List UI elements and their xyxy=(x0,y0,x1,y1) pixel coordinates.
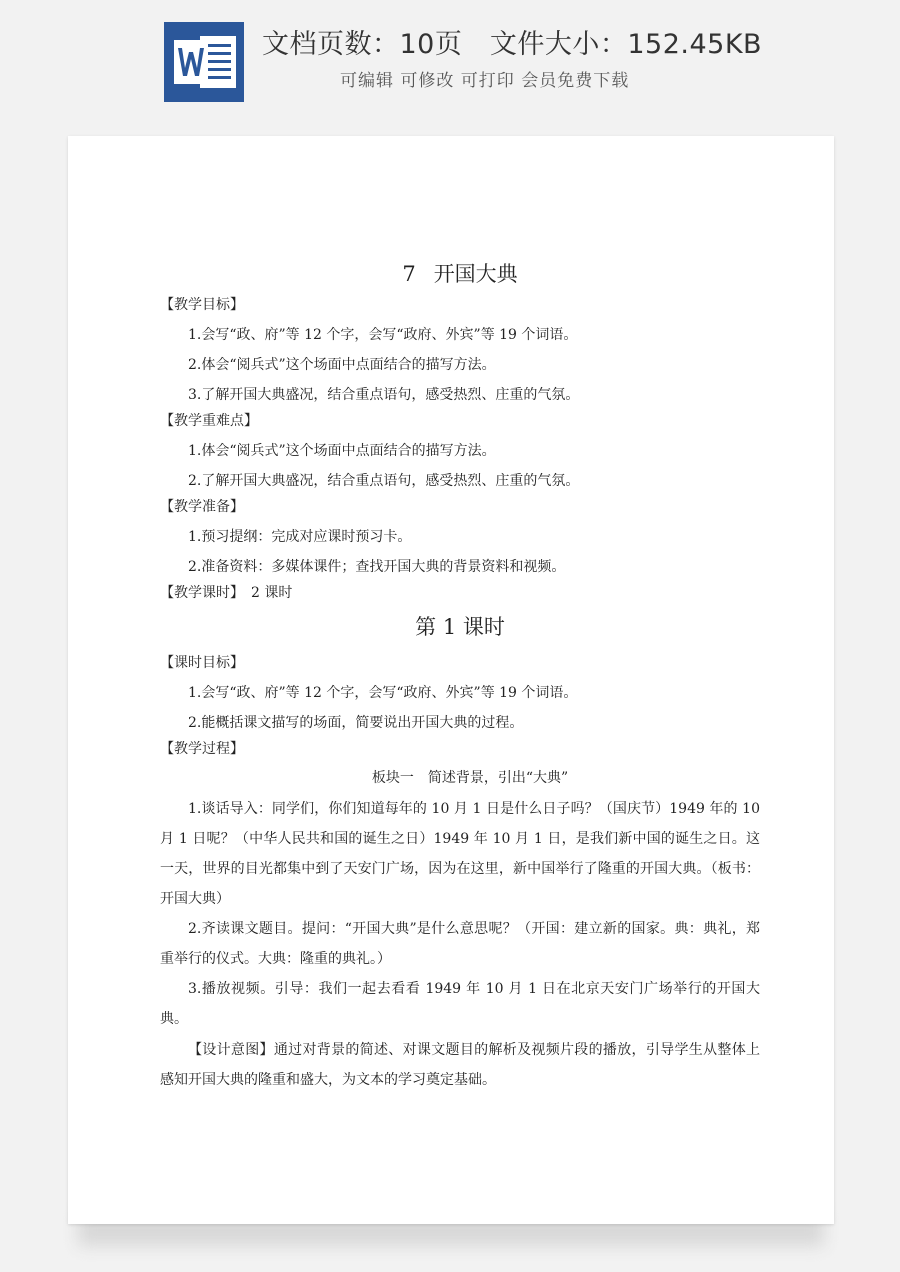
prep-item-2: 2.准备资料：多媒体课件；查找开国大典的背景资料和视频。 xyxy=(188,559,566,575)
goals-heading: 【教学目标】 xyxy=(160,297,244,313)
hours-heading: 【教学课时】 2 课时 xyxy=(160,585,293,601)
lesson1-title: 第 1 课时 xyxy=(415,615,505,639)
lesson-title xyxy=(160,256,760,292)
process-paragraph-2: 2.齐读课文题目。提问：“开国大典”是什么意思呢？（开国：建立新的国家。典：典礼，郑重举行的仪式。大典：隆重的典礼。） xyxy=(160,921,760,967)
goal-item-2: 2.体会“阅兵式”这个场面中点面结合的描写方法。 xyxy=(188,357,496,373)
lesson-number: 7 xyxy=(402,262,416,286)
keypoint-item-2: 2.了解开国大典盛况，结合重点语句，感受热烈、庄重的气氛。 xyxy=(188,473,580,489)
goal-item-3: 3.了解开国大典盛况，结合重点语句，感受热烈、庄重的气氛。 xyxy=(188,387,580,403)
file-features-subtitle: 可编辑 可修改 可打印 会员免费下载 xyxy=(340,71,630,91)
goal-item-1: 1.会写“政、府”等 12 个字，会写“政府、外宾”等 19 个词语。 xyxy=(188,327,578,343)
block1-title: 板块一 简述背景，引出“大典” xyxy=(371,770,569,786)
download-header xyxy=(0,0,900,130)
keypoint-item-1: 1.体会“阅兵式”这个场面中点面结合的描写方法。 xyxy=(188,443,496,459)
process-paragraph-1: 1.谈话导入：同学们，你们知道每年的 10 月 1 日是什么日子吗？（国庆节）1949 年的 10 月 1 日呢？（中华人民共和国的诞生之日）1949 年 10 月 1 日，是我们新中国的诞生之日。这一天，世界的目光都集中到了天安门广场，因为在这里，新中国举行了隆重的开国大典。（板书：开国大典） xyxy=(160,801,760,907)
prep-heading: 【教学准备】 xyxy=(160,499,244,515)
process-paragraph-3: 3.播放视频。引导：我们一起去看看 1949 年 10 月 1 日在北京天安门广场举行的开国大典。 xyxy=(160,981,760,1027)
process-heading: 【教学过程】 xyxy=(160,741,244,757)
file-info-title: 文档页数：10页 文件大小：152.45KB xyxy=(262,29,763,60)
lesson-title-text: 开国大典 xyxy=(433,262,518,286)
word-document-icon xyxy=(164,22,244,102)
document-content xyxy=(160,256,760,1095)
keypoints-heading: 【教学重难点】 xyxy=(160,413,258,429)
document-page xyxy=(68,136,834,1224)
prep-item-1: 1.预习提纲：完成对应课时预习卡。 xyxy=(188,529,412,545)
lesson1-goal-item-1: 1.会写“政、府”等 12 个字，会写“政府、外宾”等 19 个词语。 xyxy=(188,685,578,701)
lesson1-goal-item-2: 2.能概括课文描写的场面，简要说出开国大典的过程。 xyxy=(188,715,524,731)
lesson1-goals-heading: 【课时目标】 xyxy=(160,655,244,671)
design-intent-paragraph: 【设计意图】通过对背景的简述、对课文题目的解析及视频片段的播放，引导学生从整体上感知开国大典的隆重和盛大，为文本的学习奠定基础。 xyxy=(160,1042,760,1088)
